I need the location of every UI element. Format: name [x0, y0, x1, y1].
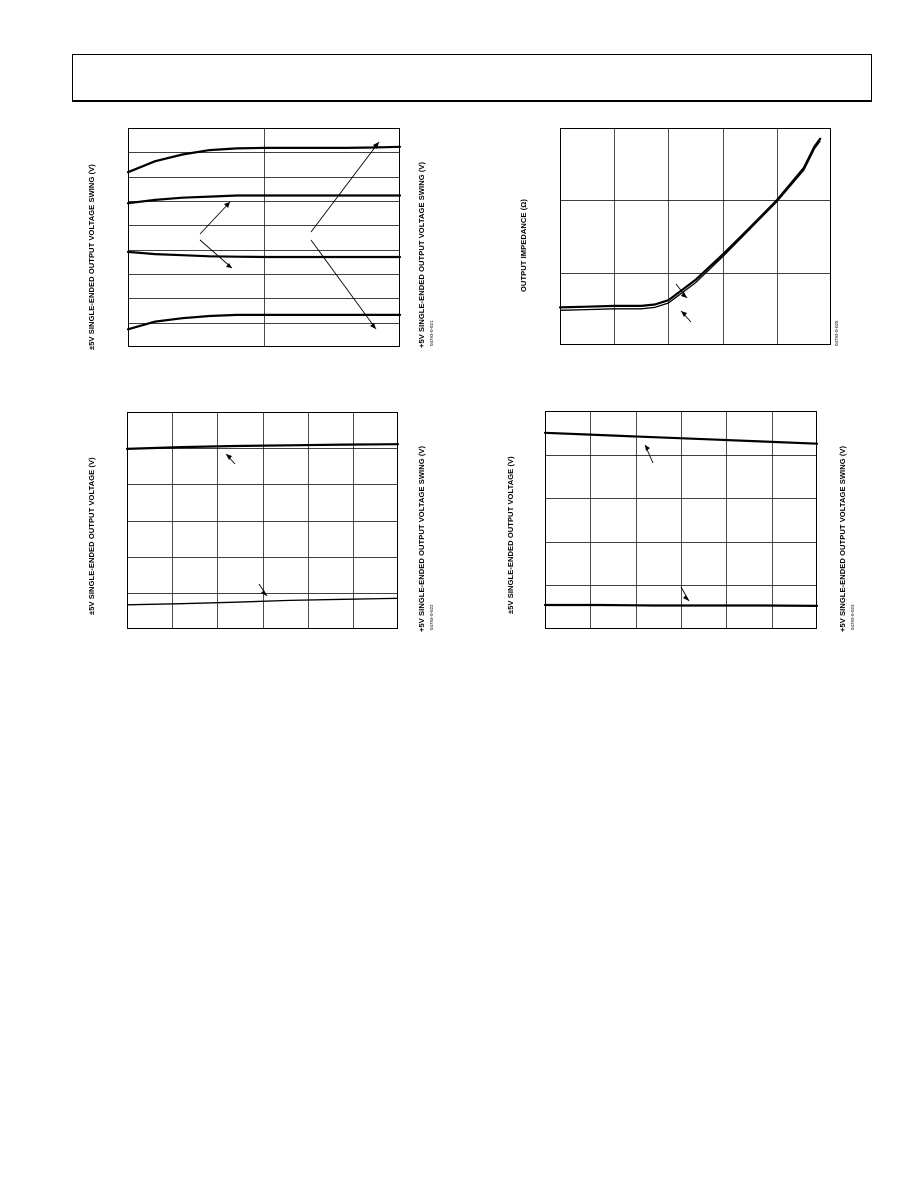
fig1-right-axis-label: +5V SINGLE-ENDED OUTPUT VOLTAGE SWING (V): [417, 161, 426, 348]
fig4-left-axis-label: ±5V SINGLE-ENDED OUTPUT VOLTAGE (V): [506, 456, 515, 614]
fig4-arrowhead-2: [683, 595, 689, 601]
chart-top-left-annotations: [200, 142, 379, 329]
chart-bottom-right-frame: [546, 412, 817, 629]
chart-top-right-frame: [561, 129, 831, 345]
fig1-left-axis-label: ±5V SINGLE-ENDED OUTPUT VOLTAGE SWING (V): [87, 164, 96, 350]
fig1-arrow-3: [311, 142, 379, 232]
chart-top-left: [128, 128, 400, 347]
fig4-right-axis-label: +5V SINGLE-ENDED OUTPUT VOLTAGE SWING (V): [838, 445, 847, 632]
fig1-figure-id: 04793-0-021: [429, 320, 434, 346]
fig4-figure-id: 04793-0-023: [850, 604, 855, 630]
chart-top-left-series-3: [128, 196, 400, 204]
chart-bottom-right-annotations: [645, 445, 689, 601]
chart-bottom-right: [545, 411, 817, 629]
chart-bottom-left-curves: [127, 444, 398, 605]
fig3-arrowhead-2: [261, 590, 267, 596]
fig3-figure-id: 04793-0-022: [429, 604, 434, 630]
fig1-arrowhead-4: [370, 323, 376, 329]
chart-bottom-left: [127, 412, 398, 629]
chart-top-right-grid: [560, 128, 831, 345]
chart-top-left-curves: [128, 147, 400, 329]
chart-top-left-series-1: [128, 315, 400, 329]
fig1-arrow-1: [200, 202, 230, 234]
chart-top-right-series-1: [560, 139, 820, 308]
fig3-left-axis-label: ±5V SINGLE-ENDED OUTPUT VOLTAGE (V): [87, 457, 96, 615]
fig3-right-axis-label: +5V SINGLE-ENDED OUTPUT VOLTAGE SWING (V): [417, 445, 426, 632]
chart-bottom-right-grid: [545, 411, 817, 629]
chart-bottom-right-series-2: [545, 605, 817, 606]
chart-top-right: [560, 128, 831, 345]
chart-bottom-left-series-2: [127, 598, 398, 605]
chart-bottom-right-curves: [545, 433, 817, 606]
page-header-box: [72, 54, 872, 102]
fig1-arrow-2: [200, 240, 232, 268]
chart-top-right-curves: [560, 139, 820, 310]
chart-bottom-left-annotations: [226, 454, 267, 596]
chart-bottom-right-series-1: [545, 433, 817, 444]
fig2-left-axis-label: OUTPUT IMPEDANCE (Ω): [519, 198, 528, 292]
fig2-figure-id: 04793-0-025: [834, 320, 839, 346]
chart-top-left-series-2: [128, 252, 400, 257]
